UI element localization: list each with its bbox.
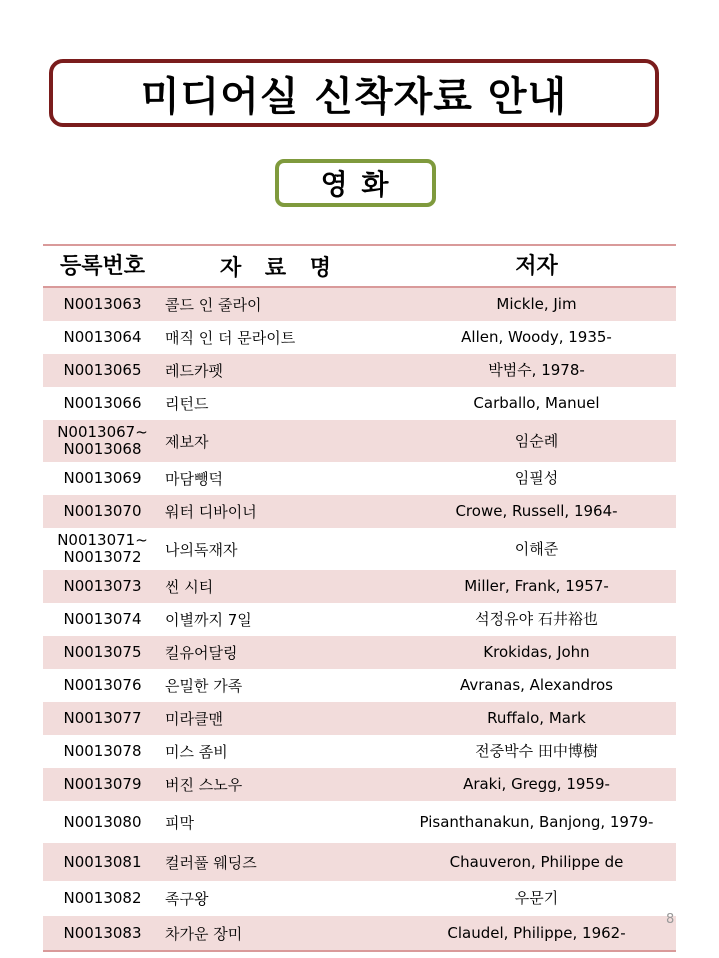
table-row xyxy=(43,495,676,528)
title-cell: 나의독재자 xyxy=(165,540,238,559)
title-cell: 버진 스노우 xyxy=(165,776,243,794)
category-label: 영 화 xyxy=(320,168,391,201)
title-cell: 컬러풀 웨딩즈 xyxy=(165,853,257,872)
title-cell: 미라클맨 xyxy=(165,710,223,728)
author-cell: Pisanthanakun, Banjong, 1979- xyxy=(419,812,654,831)
reg-number-cell: N0013079 xyxy=(63,775,142,793)
title-cell: 콜드 인 줄라이 xyxy=(165,296,262,314)
title-cell: 매직 인 더 문라이트 xyxy=(165,329,296,347)
title-cell: 차가운 장미 xyxy=(165,924,243,943)
reg-number-cell: N0013067~ N0013068 xyxy=(57,423,148,458)
reg-number-cell: N0013070 xyxy=(63,502,142,520)
reg-number-cell: N0013083 xyxy=(63,923,142,942)
table-row xyxy=(43,462,676,495)
table-row xyxy=(43,801,676,843)
title-cell: 마담뺑덕 xyxy=(165,470,223,488)
table-row xyxy=(43,881,676,916)
table-body xyxy=(43,288,676,950)
author-cell: Mickle, Jim xyxy=(496,295,577,313)
author-cell: Araki, Gregg, 1959- xyxy=(463,775,610,793)
reg-number-cell: N0013074 xyxy=(63,610,142,628)
reg-number-cell: N0013071~ N0013072 xyxy=(57,531,148,566)
author-cell: Ruffalo, Mark xyxy=(487,709,586,727)
author-cell: 우문기 xyxy=(514,889,559,907)
reg-number-cell: N0013063 xyxy=(63,295,142,313)
title-cell: 워터 디바이너 xyxy=(165,503,257,521)
table-header xyxy=(43,246,676,288)
header-title: 자 료 명 xyxy=(219,255,340,281)
header-reg-number: 등록번호 xyxy=(59,253,145,279)
author-cell: Krokidas, John xyxy=(483,643,590,661)
title-box xyxy=(49,59,659,127)
author-cell: Chauveron, Philippe de xyxy=(449,852,624,871)
table-row xyxy=(43,702,676,735)
category-box xyxy=(275,159,436,207)
table-row xyxy=(43,916,676,950)
table-row xyxy=(43,768,676,801)
title-cell: 리턴드 xyxy=(165,395,209,413)
media-table xyxy=(43,244,676,952)
page-number: 8 xyxy=(666,912,675,927)
author-cell: Miller, Frank, 1957- xyxy=(464,577,609,595)
table-row xyxy=(43,321,676,354)
table-row xyxy=(43,387,676,420)
table-row xyxy=(43,603,676,636)
table-row xyxy=(43,570,676,603)
author-cell: 임순례 xyxy=(514,431,559,450)
author-cell: Avranas, Alexandros xyxy=(460,676,613,694)
title-cell: 제보자 xyxy=(165,432,209,451)
table-row xyxy=(43,528,676,570)
author-cell: Crowe, Russell, 1964- xyxy=(455,502,618,520)
header-author: 저자 xyxy=(515,253,558,279)
title-cell: 씬 시티 xyxy=(165,578,214,596)
reg-number-cell: N0013066 xyxy=(63,394,142,412)
title-cell: 미스 좀비 xyxy=(165,743,228,761)
title-cell: 은밀한 가족 xyxy=(165,677,243,695)
title-cell: 이별까지 7일 xyxy=(165,611,252,629)
table-row xyxy=(43,420,676,462)
table-row xyxy=(43,288,676,321)
author-cell: Claudel, Philippe, 1962- xyxy=(447,923,626,942)
author-cell: Carballo, Manuel xyxy=(473,394,600,412)
reg-number-cell: N0013082 xyxy=(63,889,142,907)
table-row xyxy=(43,636,676,669)
title-cell: 레드카펫 xyxy=(165,362,223,380)
author-cell: 이해준 xyxy=(514,539,559,558)
table-row xyxy=(43,843,676,881)
reg-number-cell: N0013065 xyxy=(63,361,142,379)
reg-number-cell: N0013069 xyxy=(63,469,142,487)
author-cell: 임필성 xyxy=(514,469,559,487)
table-row xyxy=(43,354,676,387)
reg-number-cell: N0013064 xyxy=(63,328,142,346)
reg-number-cell: N0013081 xyxy=(63,852,142,871)
reg-number-cell: N0013076 xyxy=(63,676,142,694)
title-cell: 족구왕 xyxy=(165,890,209,908)
page-title: 미디어실 신착자료 안내 xyxy=(140,73,568,120)
reg-number-cell: N0013073 xyxy=(63,577,142,595)
reg-number-cell: N0013080 xyxy=(63,812,142,831)
author-cell: 석정유야 石井裕也 xyxy=(475,610,598,628)
table-row xyxy=(43,735,676,768)
reg-number-cell: N0013078 xyxy=(63,742,142,760)
author-cell: 전중박수 田中博樹 xyxy=(475,742,598,760)
table-row xyxy=(43,669,676,702)
reg-number-cell: N0013075 xyxy=(63,643,142,661)
author-cell: 박범수, 1978- xyxy=(488,361,585,379)
title-cell: 피막 xyxy=(165,813,194,832)
reg-number-cell: N0013077 xyxy=(63,709,142,727)
author-cell: Allen, Woody, 1935- xyxy=(461,328,612,346)
title-cell: 킬유어달링 xyxy=(165,644,238,662)
